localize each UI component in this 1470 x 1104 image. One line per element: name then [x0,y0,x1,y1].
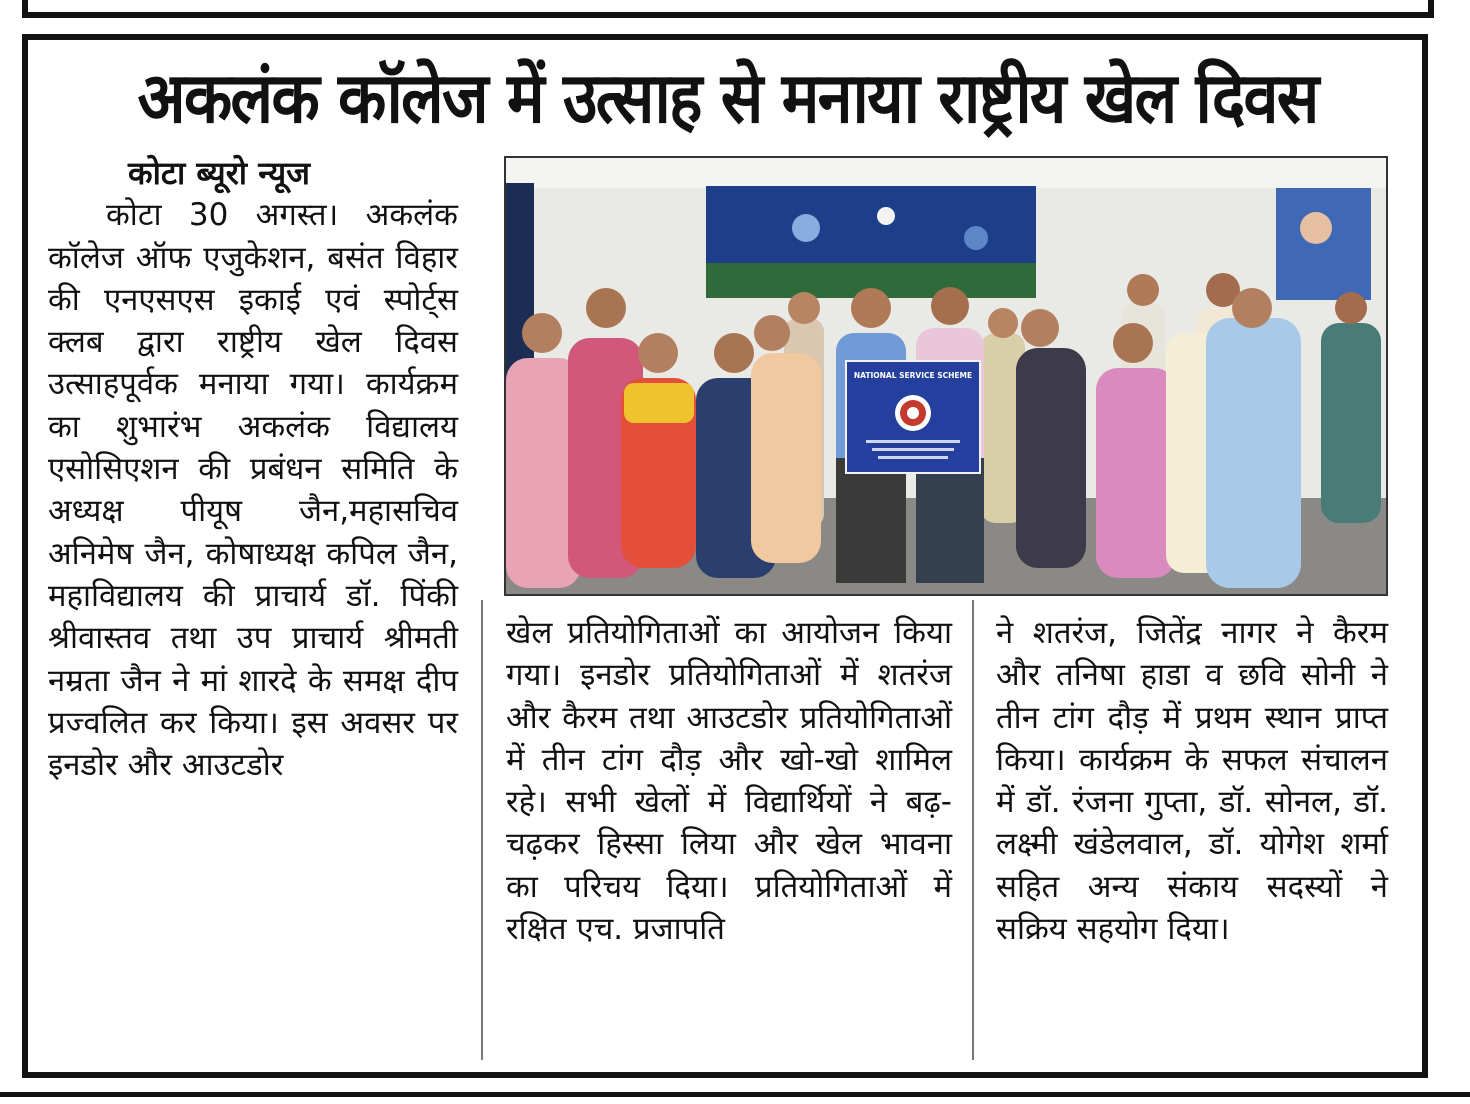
banner-title: NATIONAL SERVICE SCHEME [853,371,973,380]
group-photo-illustration [506,158,1386,594]
column-1 [48,152,458,786]
poster-right [1276,188,1371,300]
column-2-text: खेल प्रतियोगिताओं का आयोजन किया गया। इनडोर प्रतियोगिताओं में शतरंज और कैरम तथा आउटडोर प्रतियोगिताओं में तीन टांग दौड़ और खो-खो शामिल रहे। सभी खेलों में विद्यार्थियों ने बढ़-चढ़कर हिस्सा लिया और खेल भावना का परिचय दिया। प्रतियोगिताओं में रक्षित एच. प्रजापति [506,615,952,948]
column-1-text: कोटा 30 अगस्त। अकलंक कॉलेज ऑफ एजुकेशन, बसंत विहार की एनएसएस इकाई एवं स्पोर्ट्स क्लब द्वारा राष्ट्रीय खेल दिवस उत्साहपूर्वक मनाया गया। कार्यक्रम का शुभारंभ अकलंक विद्यालय एसोसिएशन की प्रबंधन समिति के अध्यक्ष पीयूष जैन,महासचिव अनिमेष जैन, कोषाध्यक्ष कपिल जैन, महाविद्यालय की प्राचार्य डॉ. पिंकी श्रीवास्तव तथा उप प्राचार्य श्रीमती नम्रता जैन ने मां शारदे के समक्ष दीप प्रज्वलित कर किया। इस अवसर पर इनडोर और आउटडोर [48,197,458,784]
group-photo [504,156,1388,596]
headline: अकलंक कॉलेज में उत्साह से मनाया राष्ट्रीय खेल दिवस [137,57,1318,139]
column-3-text: ने शतरंज, जितेंद्र नागर ने कैरम और तनिषा हाडा व छवि सोनी ने तीन टांग दौड़ में प्रथम स्थान प्राप्त किया। कार्यक्रम के सफल संचालन में डॉ. रंजना गुप्ता, डॉ. सोनल, डॉ. लक्ष्मी खंडेलवाल, डॉ. योगेश शर्मा सहित अन्य संकाय सदस्यों ने सक्रिय सहयोग दिया। [996,615,1388,948]
column-2 [506,612,952,950]
column-divider [481,600,483,1060]
bottom-rule [0,1092,1470,1097]
column-divider [972,600,974,1060]
previous-article-box [22,0,1434,18]
column-3 [996,612,1388,950]
dateline: कोटा ब्यूरो न्यूज [128,154,310,192]
